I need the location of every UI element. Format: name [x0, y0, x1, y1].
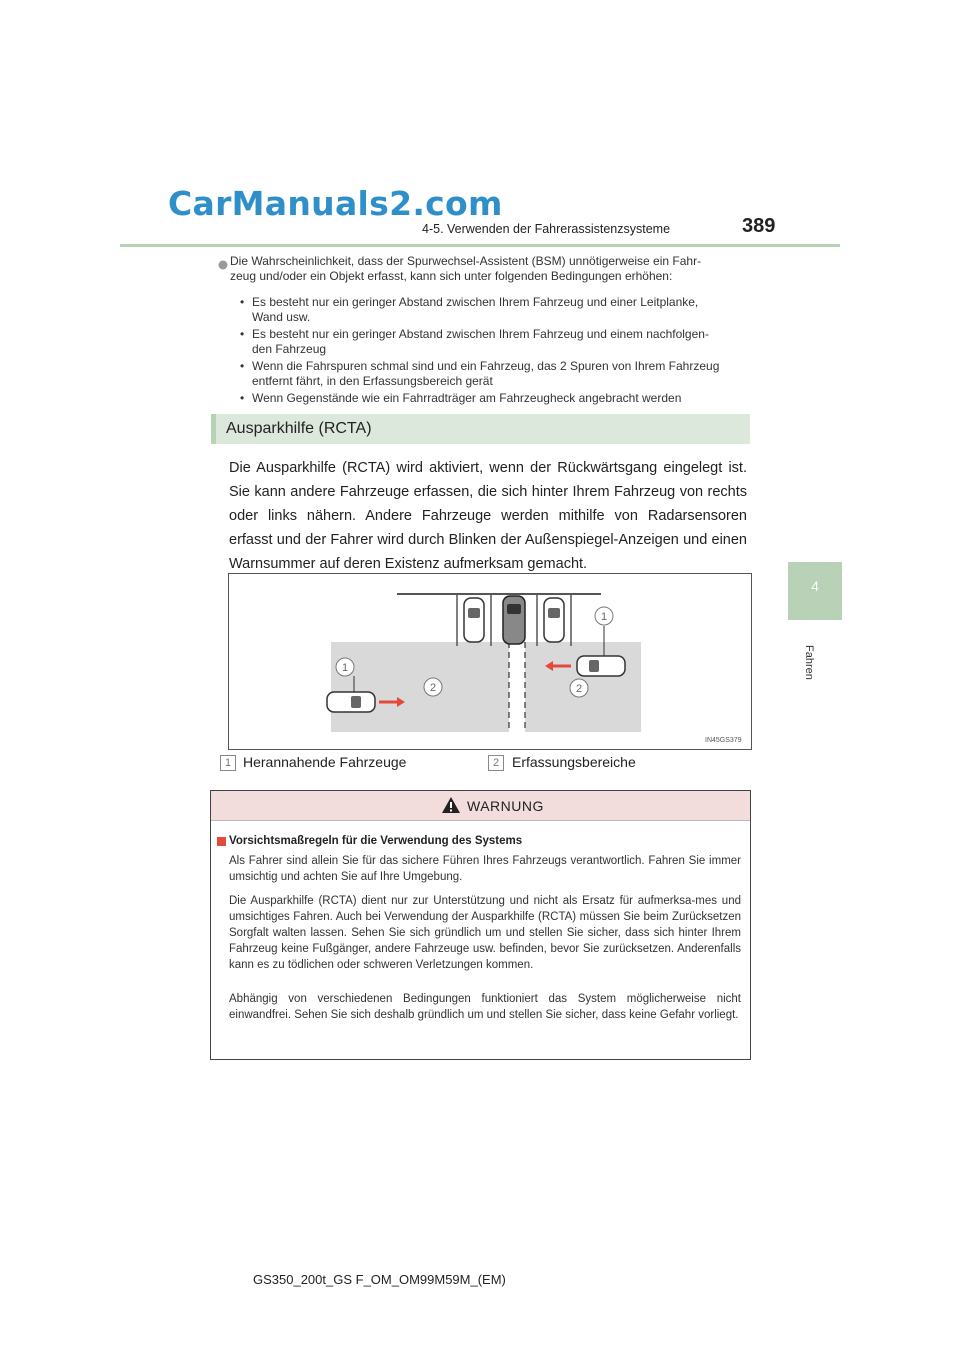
list-item-text: Es besteht nur ein geringer Abstand zwischen Ihrem Fahrzeug und einer Leitplanke, [252, 295, 699, 309]
chapter-tab-label: Fahren [803, 645, 815, 680]
callout-label: 1 [341, 662, 349, 674]
legend-number: 2 [488, 755, 504, 771]
list-item-text: entfernt fährt, in den Erfassungsbereich gerät [252, 374, 493, 388]
warning-paragraph: Als Fahrer sind allein Sie für das sichere Führen Ihres Fahrzeugs verantwortlich. Fahren Sie immer umsichtig und achten Sie auf Ihre Umgebung. [229, 855, 741, 883]
approaching-car-icon [327, 692, 375, 712]
chapter-title: 4-5. Verwenden der Fahrerassistenzsysteme [422, 222, 671, 236]
warning-box [210, 790, 751, 1060]
callout-1-right [595, 607, 613, 625]
chapter-tab-number: 4 [811, 578, 819, 594]
warning-paragraph: Abhängig von verschiedenen Bedingungen funktioniert das System möglicherweise nicht einwandfrei. Sehen Sie sich deshalb gründlich um und stellen Sie sicher, dass keine Gefahr vorliegt. [229, 993, 741, 1021]
list-item: • [240, 295, 245, 309]
header-rule [120, 244, 840, 247]
list-item: • [240, 327, 245, 341]
page-number: 389 [742, 215, 776, 237]
warning-header [211, 791, 750, 821]
list-item-text: Wand usw. [252, 310, 311, 324]
detection-area-left [331, 642, 509, 732]
note-text-line1: Die Wahrscheinlichkeit, dass der Spurwechsel-Assistent (BSM) unnötigerweise ein Fahr- [230, 254, 702, 268]
legend-text: Herannahende Fahrzeuge [243, 754, 407, 770]
document-code: GS350_200t_GS F_OM_OM99M59M_(EM) [253, 1272, 506, 1287]
list-item-text: Wenn die Fahrspuren schmal sind und ein Fahrzeug, das 2 Spuren von Ihrem Fahrzeug [252, 359, 720, 373]
callout-label: 2 [575, 683, 583, 695]
section-title: Ausparkhilfe (RCTA) [226, 420, 372, 437]
approaching-car-icon [577, 656, 625, 676]
note-text-line2: zeug und/oder ein Objekt erfasst, kann sich unter folgenden Bedingungen erhöhen: [230, 269, 673, 283]
list-item-text: Wenn Gegenstände wie ein Fahrradträger am Fahrzeugheck angebracht werden [252, 391, 682, 405]
parked-car-icon [464, 598, 484, 642]
callout-2-right [570, 679, 588, 697]
section-heading [211, 414, 750, 444]
list-item-text: den Fahrzeug [252, 342, 327, 356]
legend-number: 1 [220, 755, 236, 771]
parked-car-icon [544, 598, 564, 642]
watermark-logo[interactable]: CarManuals2.com [168, 184, 503, 223]
callout-label: 2 [429, 682, 437, 694]
chapter-tab [788, 562, 842, 620]
rcta-diagram [228, 573, 752, 750]
legend-text: Erfassungsbereiche [512, 754, 636, 770]
warning-icon [441, 796, 461, 814]
rcta-diagram-svg [229, 574, 751, 749]
own-car-icon [503, 596, 525, 644]
note-bullet-icon [218, 257, 228, 275]
callout-2-left [424, 678, 442, 696]
list-item: • [240, 391, 245, 405]
callout-label: 1 [600, 611, 608, 623]
warning-subtitle: Vorsichtsmaßregeln für die Verwendung des Systems [229, 835, 523, 847]
callout-1-left [336, 658, 354, 676]
square-bullet-icon [217, 837, 226, 846]
warning-paragraph: Die Ausparkhilfe (RCTA) dient nur zur Unterstützung und nicht als Ersatz für aufmerksa-mes und umsichtiges Fahren. Auch bei Verwendung der Ausparkhilfe (RCTA) müssen Sie beim Zurücksetzen Sorgfalt walten lassen. Sehen Sie sich gründlich um und stellen Sie sicher, dass sich hinter Ihrem Fahrzeug keine Fußgänger, andere Fahrzeuge usw. befinden, bevor Sie zurücksetzen. Anderenfalls kann es zu tödlichen oder schweren Verletzungen kommen. [229, 895, 741, 971]
intro-paragraph: Die Ausparkhilfe (RCTA) wird aktiviert, wenn der Rückwärtsgang eingelegt ist. Sie kann andere Fahrzeuge erfassen, die sich hinter Ihrem Fahrzeug von rechts oder links nähern. Andere Fahrzeuge werden mithilfe von Radarsensoren erfasst und der Fahrer wird durch Blinken der Außenspiegel-Anzeigen und einen Warnsummer auf deren Existenz aufmerksam gemacht. [229, 460, 747, 572]
list-item: • [240, 359, 245, 373]
figure-code: IN45GS379 [705, 737, 742, 744]
list-item-text: Es besteht nur ein geringer Abstand zwischen Ihrem Fahrzeug und einem nachfolgen- [252, 327, 709, 341]
warning-title: WARNUNG [467, 798, 544, 814]
